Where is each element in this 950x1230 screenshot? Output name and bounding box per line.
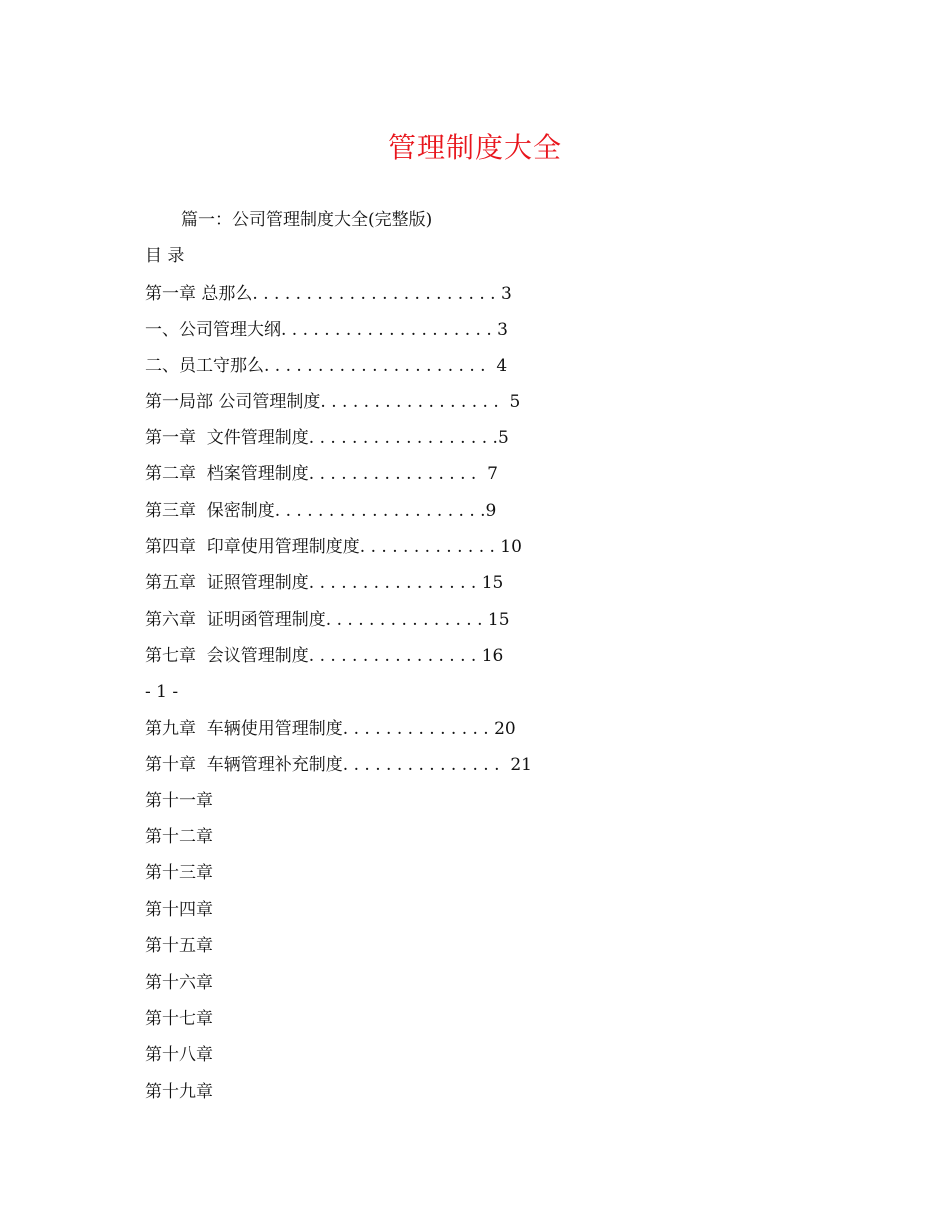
toc-line: 第九章 车辆使用管理制度. . . . . . . . . . . . . . 20: [145, 719, 516, 739]
toc-line: 第十八章: [145, 1045, 213, 1065]
toc-line: 第十九章: [145, 1082, 213, 1102]
toc-line: 第七章 会议管理制度. . . . . . . . . . . . . . . . 16: [145, 646, 504, 666]
toc-heading: 目 录: [145, 246, 185, 266]
toc-line: 第十一章: [145, 791, 213, 811]
toc-line: 第六章 证明函管理制度. . . . . . . . . . . . . . . 15: [145, 610, 510, 630]
toc-line: 第一局部 公司管理制度. . . . . . . . . . . . . . . . . 5: [145, 392, 521, 412]
toc-line: 第十六章: [145, 973, 213, 993]
toc-line: 一、公司管理大纲. . . . . . . . . . . . . . . . . . . . 3: [145, 320, 508, 340]
toc-line: 第四章 印章使用管理制度度. . . . . . . . . . . . . 10: [145, 537, 522, 557]
toc-line: 第三章 保密制度. . . . . . . . . . . . . . . . . . . .9: [145, 501, 497, 521]
toc-line: 第一章 文件管理制度. . . . . . . . . . . . . . . . . .5: [145, 428, 509, 448]
toc-line: 第二章 档案管理制度. . . . . . . . . . . . . . . . 7: [145, 464, 498, 484]
toc-line: 第十五章: [145, 936, 213, 956]
toc-line: 二、员工守那么. . . . . . . . . . . . . . . . . . . . . 4: [145, 356, 508, 376]
toc-line: 第一章 总那么. . . . . . . . . . . . . . . . . . . . . . . 3: [145, 284, 512, 304]
toc-line: 第十二章: [145, 827, 213, 847]
toc-line: 第五章 证照管理制度. . . . . . . . . . . . . . . . 15: [145, 573, 504, 593]
toc-line: 第十七章: [145, 1009, 213, 1029]
document-subtitle: 篇一：公司管理制度大全(完整版): [181, 210, 433, 230]
toc-line: 第十三章: [145, 863, 213, 883]
toc-line: 第十四章: [145, 900, 213, 920]
page-number: - 1 -: [145, 682, 179, 702]
document-title: 管理制度大全: [387, 131, 562, 164]
toc-line: 第十章 车辆管理补充制度. . . . . . . . . . . . . . . 21: [145, 755, 532, 775]
